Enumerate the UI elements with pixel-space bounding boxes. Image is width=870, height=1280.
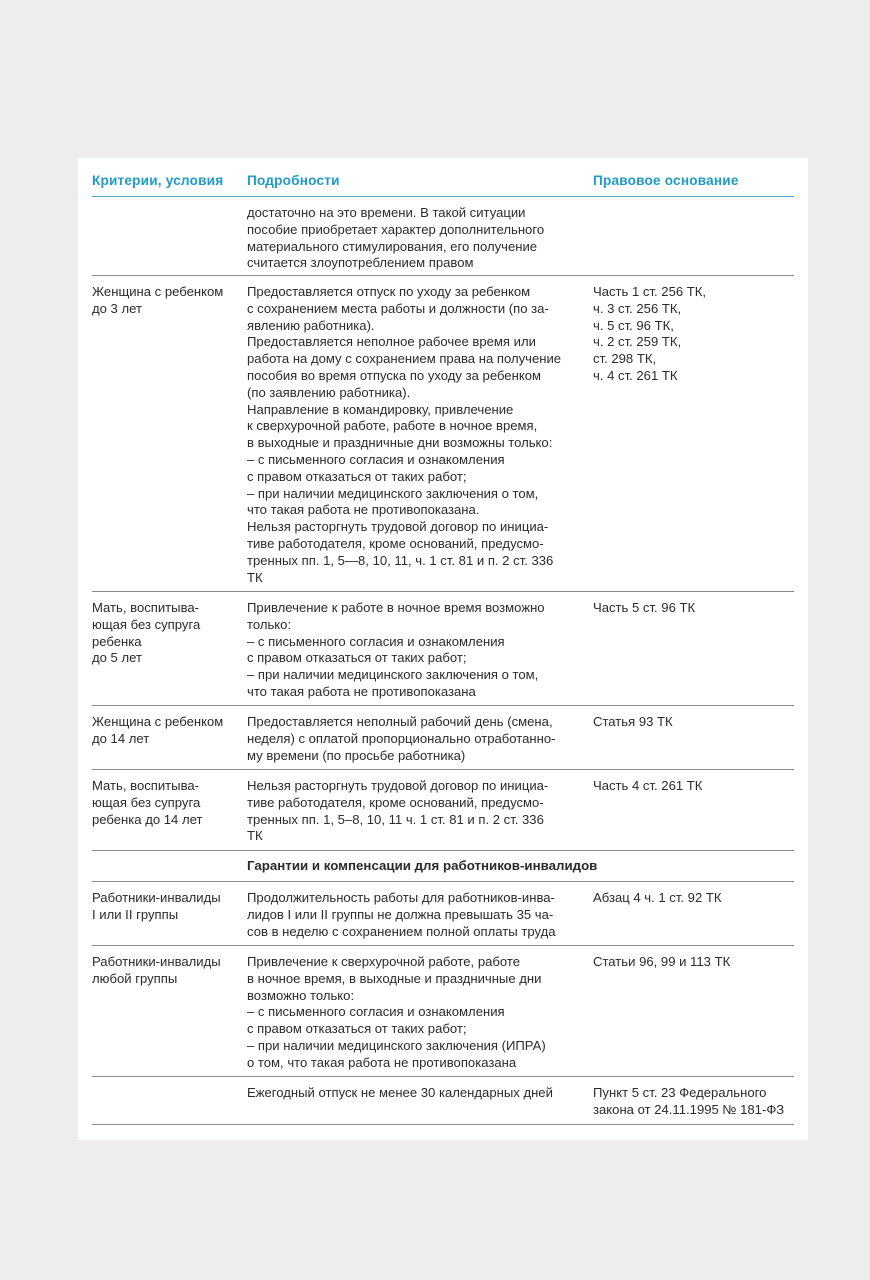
row-basis: Статья 93 ТК (593, 714, 673, 729)
table-row (92, 706, 794, 770)
benefits-table (92, 158, 794, 1125)
table-row (92, 946, 794, 1077)
row-criteria: Работники-инвалиды любой группы (92, 954, 221, 986)
table-row (92, 197, 794, 276)
row-details: Нельзя расторгнуть трудовой договор по инициа- тиве работодателя, кроме оснований, предусмо- тренных пп. 1, 5–8, 10, 11 ч. 1 ст. 81 и п. 2 ст. 336 ТК (247, 778, 549, 844)
row-criteria: Работники-инвалиды I или II группы (92, 890, 221, 922)
table-row (92, 592, 794, 706)
row-criteria: Мать, воспитыва- ющая без супруга ребенка до 5 лет (92, 600, 201, 666)
row-details: Привлечение к работе в ночное время возможно только: – с письменного согласия и ознакомления с правом отказаться от таких работ; – при наличии медицинского заключения о том, что такая работа не противопоказана (247, 600, 545, 699)
document-page (78, 158, 808, 1140)
section-title: Гарантии и компенсации для работников-инвалидов (247, 858, 598, 873)
section-heading (92, 851, 794, 882)
row-basis: Часть 5 ст. 96 ТК (593, 600, 696, 615)
row-details: Привлечение к сверхурочной работе, работе в ночное время, в выходные и праздничные дни возможно только: – с письменного согласия и ознакомления с правом отказаться от таких работ; – при наличии медицинского заключения (ИПРА) о том, что такая работа не противопоказана (247, 954, 546, 1070)
table-row (92, 1077, 794, 1125)
row-details: Ежегодный отпуск не менее 30 календарных дней (247, 1085, 553, 1100)
row-basis: Абзац 4 ч. 1 ст. 92 ТК (593, 890, 722, 905)
header-details: Подробности (247, 173, 340, 188)
row-details: достаточно на это времени. В такой ситуации пособие приобретает характер дополнительного материального стимулирования, его получение считается злоупотреблением правом (247, 205, 545, 271)
row-criteria: Мать, воспитыва- ющая без супруга ребенка до 14 лет (92, 778, 203, 827)
row-criteria: Женщина с ребенком до 14 лет (92, 714, 224, 746)
row-basis: Часть 1 ст. 256 ТК, ч. 3 ст. 256 ТК, ч. 5 ст. 96 ТК, ч. 2 ст. 259 ТК, ст. 298 ТК, ч. 4 ст. 261 ТК (593, 284, 707, 383)
table-row (92, 276, 794, 592)
table-row (92, 770, 794, 851)
header-basis: Правовое основание (593, 173, 739, 188)
row-details: Продолжительность работы для работников-инва- лидов I или II группы не должна превышать 35 ча- сов в неделю с сохранением полной оплаты труда (247, 890, 556, 939)
table-header (92, 158, 794, 197)
row-basis: Пункт 5 ст. 23 Федерального закона от 24.11.1995 № 181-ФЗ (593, 1085, 785, 1117)
row-details: Предоставляется неполный рабочий день (смена, неделя) с оплатой пропорционально отработанно- му времени (по просьбе работника) (247, 714, 556, 763)
table-row (92, 882, 794, 946)
row-basis: Статьи 96, 99 и 113 ТК (593, 954, 731, 969)
row-criteria: Женщина с ребенком до 3 лет (92, 284, 224, 316)
row-details: Предоставляется отпуск по уходу за ребенком с сохранением места работы и должности (по за- явлению работника). Предоставляется неполное рабочее время или работа на дому с сохранением права на получение пособия во время отпуска по уходу за ребенком (по заявлению работника). Направление в командировку, привлечение к сверхурочной работе, работе в ночное время, в выходные и праздничные дни возможны только: – с письменного согласия и ознакомления с правом отказаться от таких работ; – при наличии медицинского заключения о том, что такая работа не противопоказана. Нельзя расторгнуть трудовой договор по инициа- тиве работодателя, кроме оснований, предусмо- тренных пп. 1, 5—8, 10, 11, ч. 1 ст. 81 и п. 2 ст. 336 ТК (247, 284, 562, 585)
header-criteria: Критерии, условия (92, 173, 224, 188)
row-basis: Часть 4 ст. 261 ТК (593, 778, 703, 793)
